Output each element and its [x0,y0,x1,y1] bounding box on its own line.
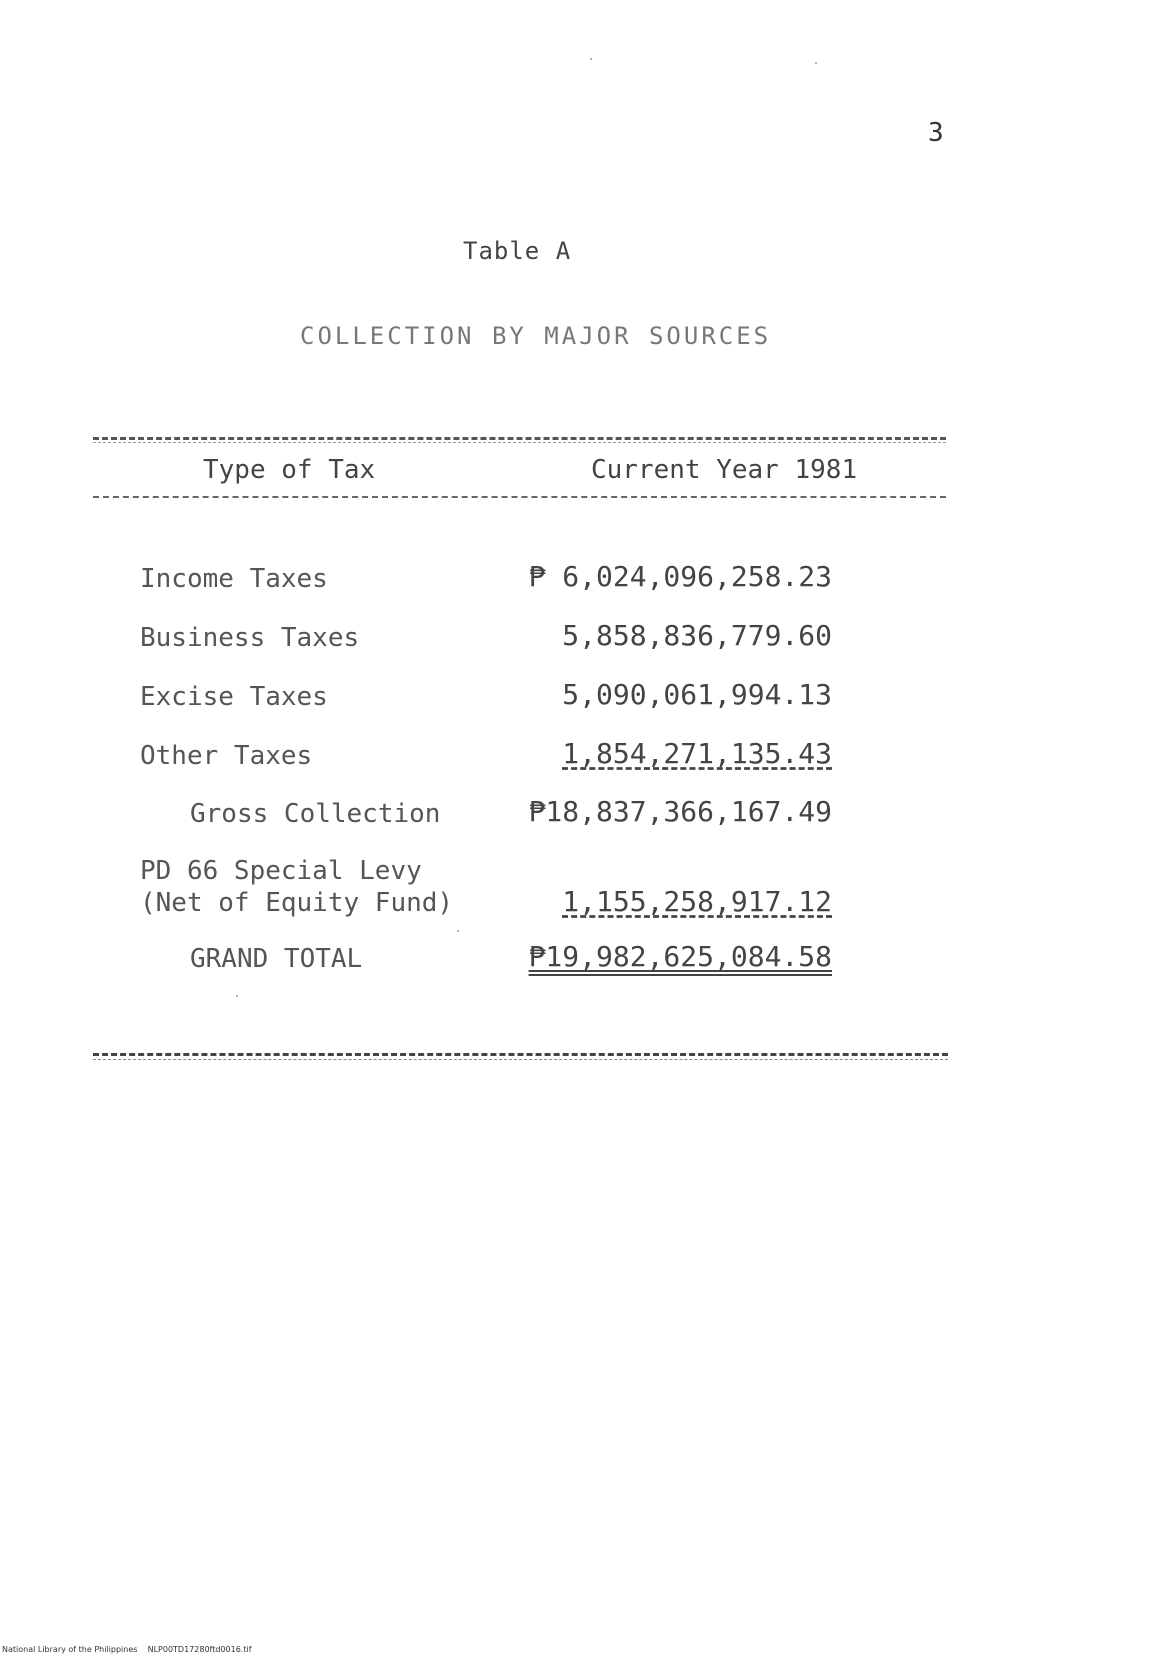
scan-speck [457,930,459,932]
footer-file-id: NLP00TD17280ftd0016.tif [147,1645,252,1654]
special-levy-label-line1: PD 66 Special Levy [140,856,422,886]
table-title: COLLECTION BY MAJOR SOURCES [300,322,772,350]
table-top-rule-secondary [93,442,946,443]
row-value-business: 5,858,836,779.60 [562,619,832,652]
footer-library: National Library of the Philippines [2,1645,138,1654]
table-bottom-rule [93,1053,948,1056]
header-rule [93,496,946,498]
table-bottom-rule-secondary [93,1059,948,1060]
table-label: Table A [463,237,572,265]
scan-speck [590,58,592,60]
grand-total-label: GRAND TOTAL [190,944,363,974]
column-header-type: Type of Tax [203,455,376,485]
column-header-year: Current Year 1981 [591,455,858,485]
table-top-rule [93,437,946,440]
scan-speck [236,995,238,997]
row-label-income: Income Taxes [140,564,328,594]
gross-collection-value: ₱18,837,366,167.49 [528,795,832,828]
special-levy-value: 1,155,258,917.12 [562,885,832,918]
row-value-excise: 5,090,061,994.13 [562,678,832,711]
row-value-other: 1,854,271,135.43 [562,737,832,770]
grand-total-value: ₱19,982,625,084.58 [528,940,832,973]
row-label-other: Other Taxes [140,741,313,771]
row-label-excise: Excise Taxes [140,682,328,712]
page-number: 3 [928,118,944,148]
row-label-business: Business Taxes [140,623,360,653]
row-value-income: ₱ 6,024,096,258.23 [528,560,832,593]
gross-collection-label: Gross Collection [190,799,441,829]
scan-footer [2,1645,252,1654]
special-levy-label-line2: (Net of Equity Fund) [140,888,454,918]
scan-speck [815,62,817,64]
